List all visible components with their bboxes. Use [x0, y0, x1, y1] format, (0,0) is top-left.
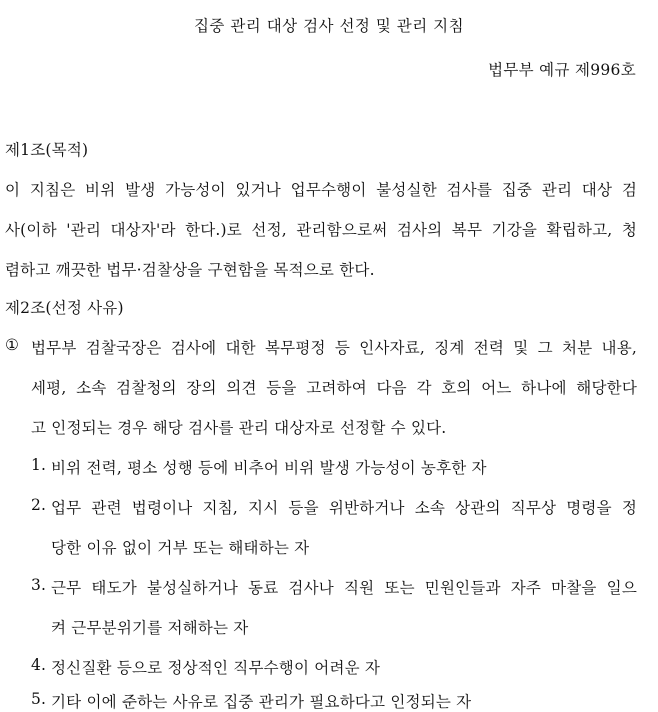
document-title: 집중 관리 대상 검사 선정 및 관리 지침	[193, 17, 465, 35]
article1-line-3: 렴하고 깨끗한 법무·검찰상을 구현함을 목적으로 한다.	[5, 261, 375, 279]
item-line: 업무 관련 법령이나 지침, 지시 등을 위반하거나 소속 상관의 직무상 명령을 정	[51, 499, 637, 517]
paragraph-line-3: 고 인정되는 경우 해당 검사를 관리 대상자로 선정할 수 있다.	[31, 419, 447, 437]
item-number: 2.	[31, 496, 47, 514]
item-number: 1.	[31, 456, 47, 474]
paragraph-marker: ①	[5, 336, 20, 354]
item-line: 기타 이에 준하는 사유로 집중 관리가 필요하다고 인정되는 자	[51, 693, 472, 711]
article2-heading: 제2조(선정 사유)	[5, 299, 124, 317]
item-line: 근무 태도가 불성실하거나 동료 검사나 직원 또는 민원인들과 자주 마찰을 일으	[51, 579, 637, 597]
item-number: 5.	[31, 690, 47, 708]
document-number: 법무부 예규 제996호	[488, 61, 636, 79]
item-line: 비위 전력, 평소 성행 등에 비추어 비위 발생 가능성이 농후한 자	[51, 459, 487, 477]
item-line: 당한 이유 없이 거부 또는 해태하는 자	[51, 539, 310, 557]
article1-line-2: 사(이하 '관리 대상자'라 한다.)로 선정, 관리함으로써 검사의 복무 기강을 확립하고, 청	[5, 221, 637, 239]
paragraph-line-2: 세평, 소속 검찰청의 장의 의견 등을 고려하여 다음 각 호의 어느 하나에 해당한다	[31, 379, 637, 397]
article1-line-1: 이 지침은 비위 발생 가능성이 있거나 업무수행이 불성실한 검사를 집중 관리 대상 검	[5, 181, 637, 199]
article1-heading: 제1조(목적)	[5, 141, 89, 159]
item-line: 정신질환 등으로 정상적인 직무수행이 어려운 자	[51, 659, 381, 677]
paragraph-line-1: 법무부 검찰국장은 검사에 대한 복무평정 등 인사자료, 징계 전력 및 그 처분 내용,	[31, 339, 637, 357]
item-number: 3.	[31, 576, 47, 594]
item-line: 켜 근무분위기를 저해하는 자	[51, 619, 249, 637]
item-number: 4.	[31, 656, 47, 674]
